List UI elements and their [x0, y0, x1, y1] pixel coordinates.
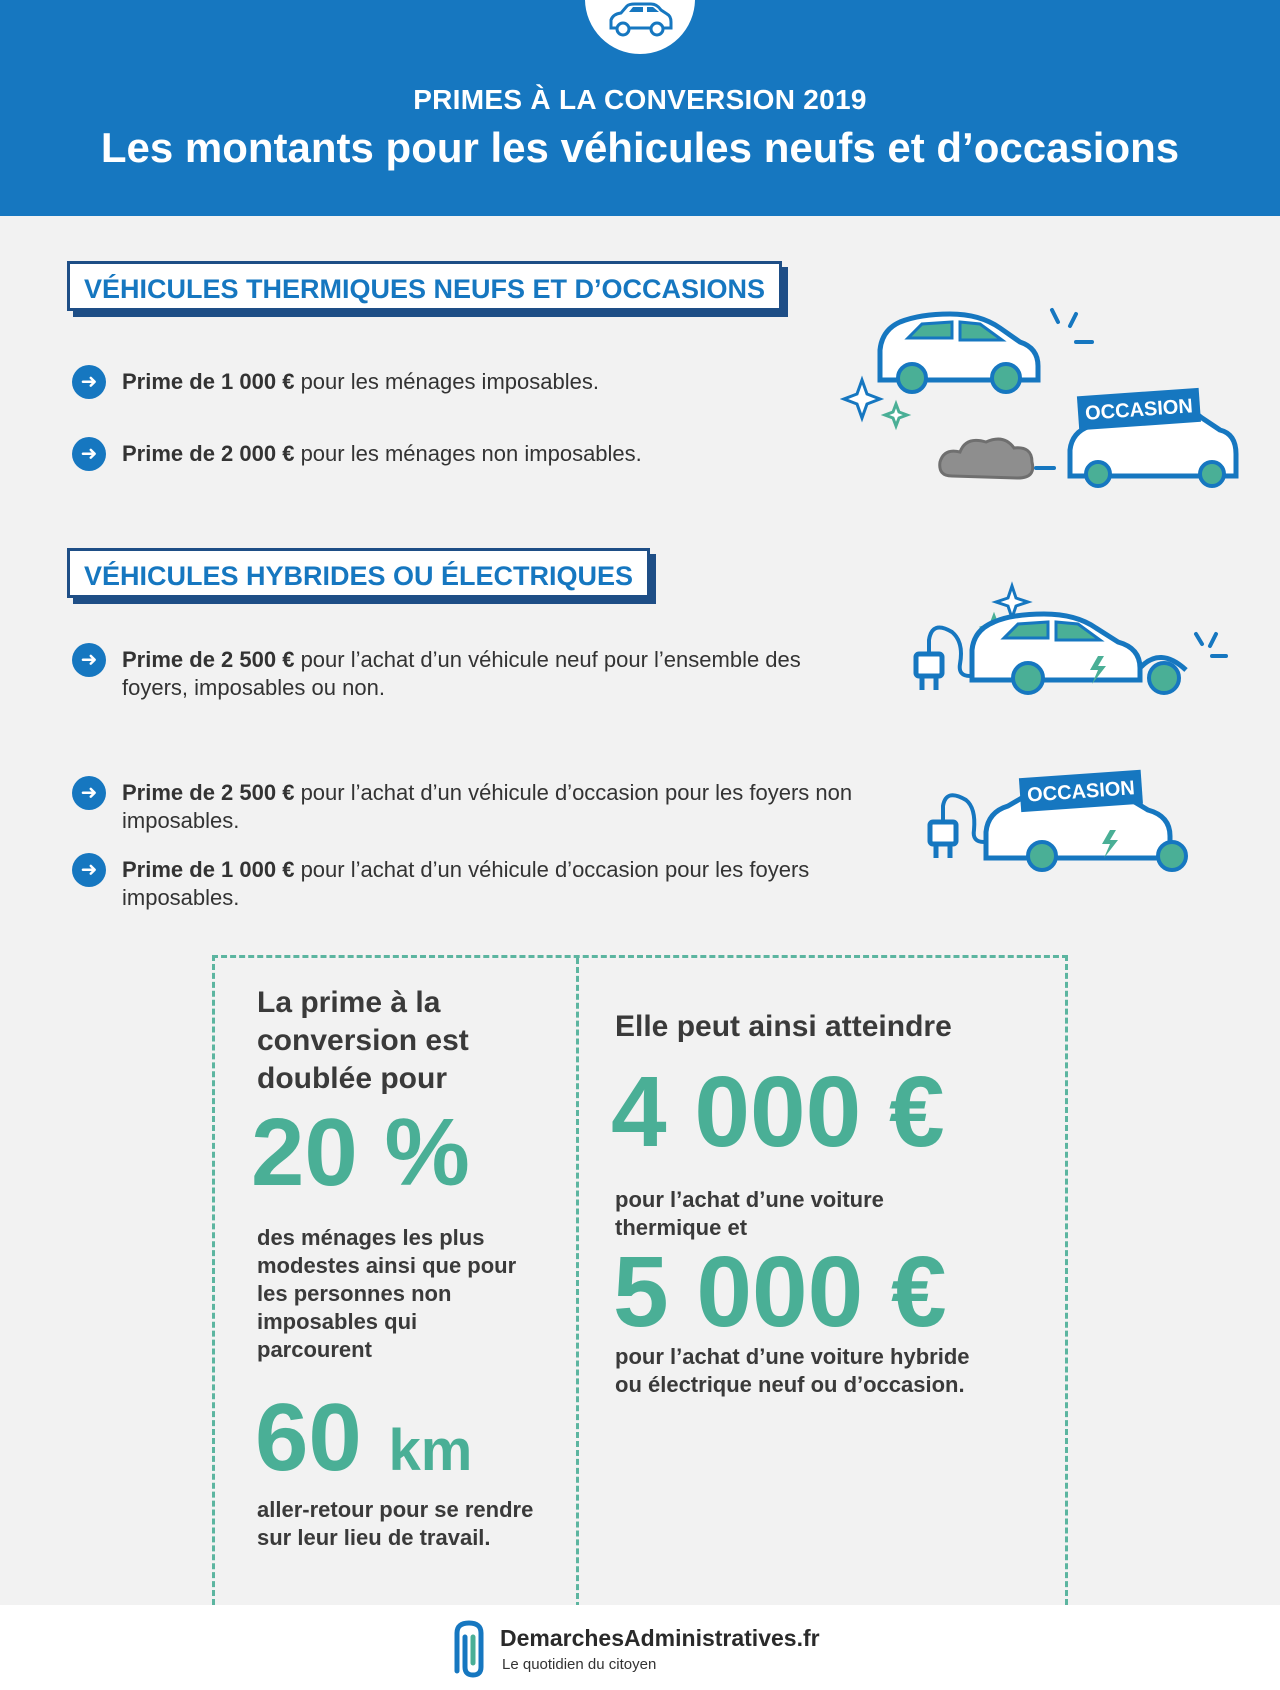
prime-amount: Prime de 1 000 €: [122, 857, 295, 882]
occasion-badge: OCCASION: [1084, 395, 1194, 425]
prime-amount: Prime de 2 500 €: [122, 780, 295, 805]
prime-description: pour les ménages imposables.: [294, 369, 599, 394]
stats-panel: [212, 955, 1068, 1605]
stat-amount-thermique: 4 000 €: [611, 1056, 945, 1168]
dashed-divider: [576, 958, 579, 1608]
arrow-right-icon: ➜: [72, 776, 106, 810]
stats-right-end: pour l’achat d’une voiture hybride ou électrique neuf ou d’occasion.: [615, 1344, 970, 1397]
list-item: [72, 646, 872, 702]
header-subtitle: PRIMES À LA CONVERSION 2019: [413, 84, 867, 115]
prime-amount: Prime de 2 500 €: [122, 647, 295, 672]
prime-amount: Prime de 1 000 €: [122, 369, 295, 394]
car-icon: [605, 2, 675, 38]
arrow-right-icon: ➜: [72, 643, 106, 677]
electric-cars-illustration: [910, 580, 1240, 880]
list-item: [72, 856, 872, 912]
prime-description: pour l’achat d’un véhicule d’occasion pour les foyers non imposables.: [122, 780, 853, 833]
stat-amount-hybride: 5 000 €: [613, 1236, 947, 1348]
sparkle-icon: [844, 380, 880, 418]
paperclip-logo-icon: [447, 1617, 491, 1679]
section-heading-thermique: VÉHICULES THERMIQUES NEUFS ET D’OCCASIONS: [67, 261, 782, 311]
section-heading-hybride: VÉHICULES HYBRIDES OU ÉLECTRIQUES: [67, 548, 650, 598]
stat-percent: 20 %: [251, 1099, 470, 1206]
sparkle-icon: [885, 404, 907, 426]
plug-icon: [930, 795, 984, 858]
plug-icon: [916, 628, 970, 691]
prime-description: pour l’achat d’un véhicule d’occasion pour les foyers imposables.: [122, 857, 810, 910]
arrow-right-icon: ➜: [72, 853, 106, 887]
list-item: [72, 368, 772, 399]
occasion-badge: OCCASION: [1026, 777, 1136, 807]
list-item: [72, 779, 872, 835]
brand-name: DemarchesAdministratives.fr: [500, 1625, 820, 1651]
arrow-right-icon: ➜: [72, 365, 106, 399]
footer: [0, 1605, 1280, 1690]
list-item: [72, 440, 772, 471]
header-badge: [585, 0, 695, 54]
stats-right-intro: Elle peut ainsi atteindre: [615, 1010, 952, 1043]
smoke-icon: [940, 439, 1033, 478]
stat-distance: 60: [255, 1384, 362, 1491]
prime-description: pour l’achat d’un véhicule neuf pour l’ensemble des foyers, imposables ou non.: [122, 647, 801, 700]
arrow-right-icon: ➜: [72, 437, 106, 471]
header: [0, 0, 1280, 216]
stats-right-middle: pour l’achat d’une voiture thermique et: [615, 1187, 884, 1240]
stats-left-middle: des ménages les plus modestes ainsi que pour les personnes non imposables qui parcourent: [257, 1225, 517, 1362]
stats-left-end: aller-retour pour se rendre sur leur lieu de travail.: [257, 1497, 534, 1550]
page-title: Les montants pour les véhicules neufs et d’occasions: [100, 124, 1180, 171]
prime-amount: Prime de 2 000 €: [122, 441, 295, 466]
prime-description: pour les ménages non imposables.: [294, 441, 642, 466]
stats-left-intro: La prime à la conversion est doublée pour: [257, 986, 469, 1095]
thermal-cars-illustration: [840, 300, 1260, 500]
brand-tagline: Le quotidien du citoyen: [502, 1656, 657, 1673]
stat-distance-unit: km: [388, 1418, 473, 1483]
